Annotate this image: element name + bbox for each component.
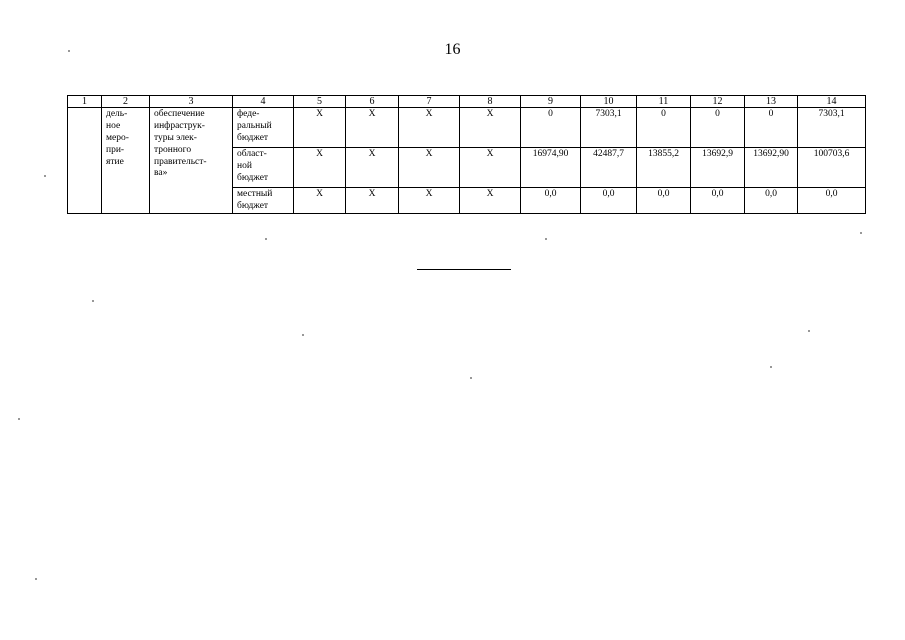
value-cell: 0,0: [798, 188, 866, 214]
scan-speck: [18, 418, 20, 420]
text-line: ное: [106, 120, 121, 131]
value-cell: 0: [637, 108, 691, 148]
scan-speck: [770, 366, 772, 368]
header-cell: 9: [521, 96, 581, 108]
text-line: меро-: [106, 132, 129, 143]
value-cell: 16974,90: [521, 148, 581, 188]
text-line: бюджет: [237, 200, 269, 211]
value-cell: 0,0: [745, 188, 798, 214]
value-cell: Х: [294, 188, 346, 214]
value-cell: 100703,6: [798, 148, 866, 188]
value-cell: Х: [460, 188, 521, 214]
header-row: [68, 96, 866, 108]
value-cell: 0,0: [581, 188, 637, 214]
header-cell: 11: [637, 96, 691, 108]
value-cell: Х: [399, 188, 460, 214]
header-cell: 4: [233, 96, 294, 108]
text-line: туры элек-: [154, 132, 197, 143]
scan-speck: [860, 232, 862, 234]
scan-speck: [302, 334, 304, 336]
page-number: 16: [444, 41, 461, 58]
scan-speck: [265, 238, 267, 240]
header-cell: 6: [346, 96, 399, 108]
text-line: дель-: [106, 109, 128, 119]
value-cell: 0: [521, 108, 581, 148]
header-cell: 13: [745, 96, 798, 108]
activity-type-cell: [102, 108, 150, 214]
table-row: [68, 108, 866, 148]
scan-speck: [92, 300, 94, 302]
text-line: обеспечение: [154, 109, 205, 119]
value-cell: 7303,1: [798, 108, 866, 148]
value-cell: Х: [346, 108, 399, 148]
header-cell: 5: [294, 96, 346, 108]
text-line: правительст-: [154, 156, 207, 167]
end-rule: [417, 269, 511, 270]
value-cell: Х: [294, 148, 346, 188]
value-cell: Х: [346, 188, 399, 214]
value-cell: Х: [346, 148, 399, 188]
value-cell: 0,0: [521, 188, 581, 214]
value-cell: 0: [745, 108, 798, 148]
value-cell: Х: [399, 108, 460, 148]
value-cell: Х: [399, 148, 460, 188]
header-cell: 1: [68, 96, 102, 108]
value-cell: 0,0: [691, 188, 745, 214]
value-cell: 42487,7: [581, 148, 637, 188]
activity-name-cell: [150, 108, 233, 214]
value-cell: 7303,1: [581, 108, 637, 148]
empty-cell: [68, 108, 102, 214]
header-cell: 12: [691, 96, 745, 108]
scan-speck: [545, 238, 547, 240]
text-line: бюджет: [237, 132, 269, 143]
value-cell: Х: [294, 108, 346, 148]
header-cell: 14: [798, 96, 866, 108]
text-line: ральный: [237, 120, 272, 131]
header-cell: 3: [150, 96, 233, 108]
funding-source-cell: [233, 188, 294, 214]
scan-speck: [808, 330, 810, 332]
text-line: бюджет: [237, 172, 269, 183]
funding-source-cell: [233, 108, 294, 148]
value-cell: 0,0: [637, 188, 691, 214]
scan-speck: [44, 175, 46, 177]
scan-speck: [68, 50, 70, 52]
value-cell: Х: [460, 148, 521, 188]
text-line: местный: [237, 189, 273, 199]
text-line: феде-: [237, 109, 260, 119]
text-line: ной: [237, 160, 252, 171]
scan-speck: [35, 578, 37, 580]
header-cell: 2: [102, 96, 150, 108]
budget-table: [67, 95, 866, 214]
value-cell: 13692,90: [745, 148, 798, 188]
text-line: област-: [237, 149, 267, 159]
value-cell: 13855,2: [637, 148, 691, 188]
value-cell: Х: [460, 108, 521, 148]
value-cell: 13692,9: [691, 148, 745, 188]
text-line: тронного: [154, 144, 192, 155]
value-cell: 0: [691, 108, 745, 148]
header-cell: 10: [581, 96, 637, 108]
text-line: инфраструк-: [154, 120, 205, 131]
funding-source-cell: [233, 148, 294, 188]
header-cell: 8: [460, 96, 521, 108]
text-line: ятие: [106, 156, 124, 167]
text-line: при-: [106, 144, 125, 155]
scan-speck: [470, 377, 472, 379]
header-cell: 7: [399, 96, 460, 108]
text-line: ва»: [154, 168, 168, 179]
